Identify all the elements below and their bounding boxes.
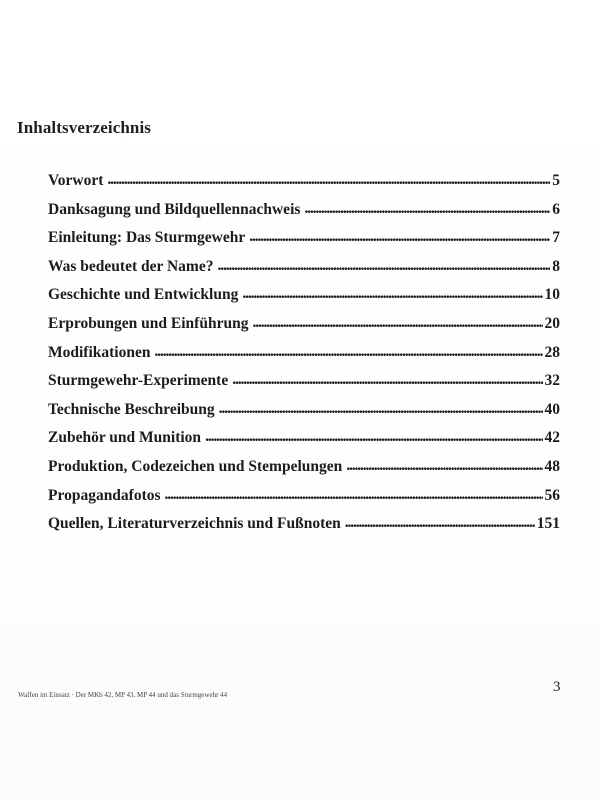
- toc-dot-leader: [205, 428, 542, 446]
- toc-dot-leader: [346, 457, 542, 475]
- toc-dot-leader: [249, 228, 550, 246]
- toc-entry-title: Geschichte und Entwicklung: [48, 286, 239, 304]
- toc-entry-page: 48: [544, 457, 560, 475]
- toc-entry-title: Modifikationen: [48, 343, 151, 361]
- toc-entry-page: 40: [544, 400, 560, 418]
- toc-entry: [48, 515, 560, 544]
- toc-entry-title: Technische Beschreibung: [48, 400, 215, 418]
- toc-entry: [48, 372, 560, 401]
- toc-entry-page: 20: [544, 314, 560, 332]
- toc-entry: [48, 344, 560, 373]
- toc-dot-leader: [107, 171, 550, 189]
- toc-dot-leader: [242, 285, 542, 303]
- toc-entry-page: 8: [552, 257, 560, 275]
- toc-entry-title: Quellen, Literaturverzeichnis und Fußnoten: [48, 515, 341, 533]
- toc-dot-leader: [165, 486, 543, 504]
- toc-entry-title: Was bedeutet der Name?: [48, 257, 214, 275]
- toc-dot-leader: [217, 257, 550, 275]
- table-of-contents: [48, 172, 560, 544]
- toc-entry: [48, 429, 560, 458]
- page-heading: Inhaltsverzeichnis: [17, 118, 152, 137]
- toc-entry-page: 10: [544, 286, 560, 304]
- toc-dot-leader: [304, 200, 550, 218]
- toc-dot-leader: [232, 371, 542, 389]
- toc-entry: [48, 458, 560, 487]
- toc-entry-title: Sturmgewehr-Experimente: [48, 372, 229, 390]
- toc-entry-page: 5: [552, 172, 560, 189]
- toc-dot-leader: [154, 343, 542, 361]
- toc-entry-title: Propagandafotos: [48, 486, 161, 504]
- toc-entry: [48, 258, 560, 287]
- toc-entry: [48, 315, 560, 344]
- toc-entry: [48, 401, 560, 430]
- toc-entry-title: Zubehör und Munition: [48, 429, 202, 447]
- toc-entry-page: 7: [552, 229, 560, 247]
- toc-dot-leader: [252, 314, 542, 332]
- toc-entry-page: 28: [544, 343, 560, 361]
- toc-entry-page: 42: [544, 429, 560, 447]
- toc-entry: [48, 201, 560, 230]
- toc-entry-title: Vorwort: [48, 172, 104, 189]
- toc-entry: [48, 286, 560, 315]
- toc-entry: [48, 487, 560, 516]
- toc-dot-leader: [219, 400, 543, 418]
- toc-entry-page: 56: [544, 486, 560, 504]
- toc-entry: [48, 172, 560, 201]
- toc-entry-title: Produktion, Codezeichen und Stempelungen: [48, 457, 343, 475]
- page-number: 3: [553, 679, 561, 695]
- toc-entry-title: Einleitung: Das Sturmgewehr: [48, 229, 246, 247]
- toc-entry-page: 151: [536, 515, 560, 533]
- toc-dot-leader: [345, 514, 535, 532]
- toc-entry-page: 32: [544, 372, 560, 390]
- running-footer-title: Waffen im Einsatz · Der MKb 42, MP 43, MP 44 und das Sturmgewehr 44: [18, 691, 228, 699]
- toc-entry-page: 6: [552, 200, 560, 218]
- toc-entry-title: Danksagung und Bildquellennachweis: [48, 200, 301, 218]
- toc-entry-title: Erprobungen und Einführung: [48, 314, 249, 332]
- toc-entry: [48, 229, 560, 258]
